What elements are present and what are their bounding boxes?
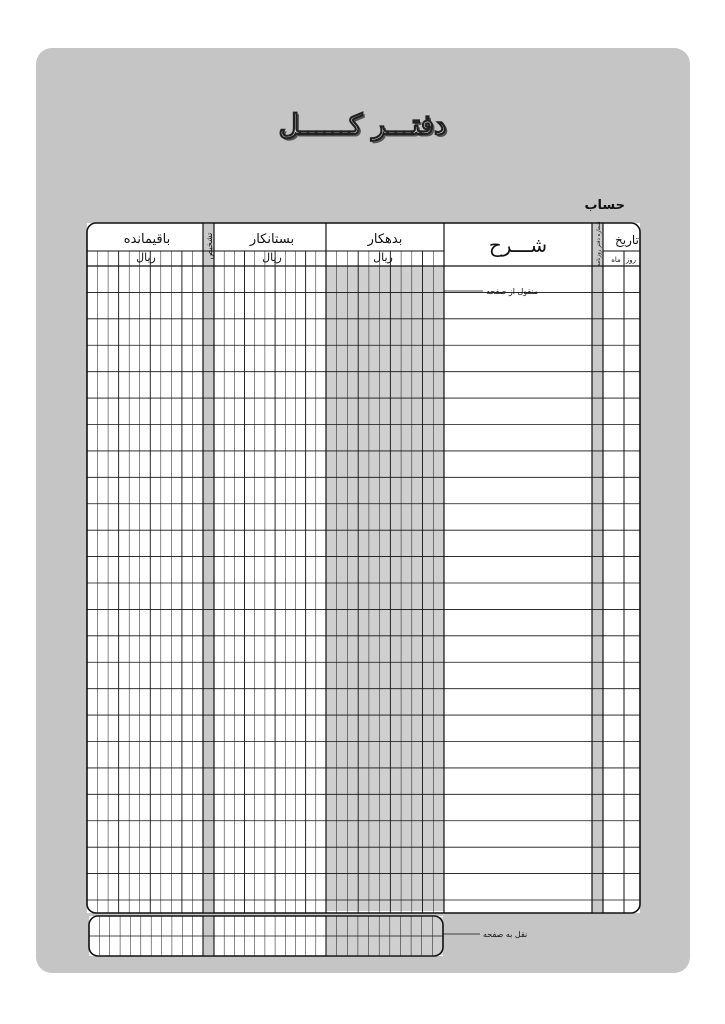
page-title: دفتـــر کــــــل — [278, 108, 447, 141]
debit-column-shade — [326, 266, 444, 911]
document-number-column-shade — [592, 224, 603, 912]
debit-currency: ریال — [373, 251, 393, 264]
credit-currency: ریال — [262, 251, 282, 264]
day-header: روز — [625, 256, 637, 264]
diagnosis-header: تشخیص — [205, 232, 214, 260]
date-header: تاریخ — [615, 233, 639, 247]
credit-header: بستانکار — [249, 232, 295, 247]
carried-to-label: نقل به صفحه — [483, 930, 528, 939]
description-header: شـــرح — [488, 233, 548, 257]
carried-from-label: منقول از صفحه — [486, 287, 539, 296]
account-label: حساب — [584, 198, 625, 213]
balance-currency: ریال — [136, 251, 156, 264]
document-number-header: شماره دفتر روزنامه — [596, 221, 602, 267]
diagnosis-column-shade — [203, 224, 214, 912]
debit-header: بدهکار — [367, 232, 403, 247]
month-header: ماه — [611, 256, 621, 264]
balance-header: باقیمانده — [123, 232, 171, 247]
